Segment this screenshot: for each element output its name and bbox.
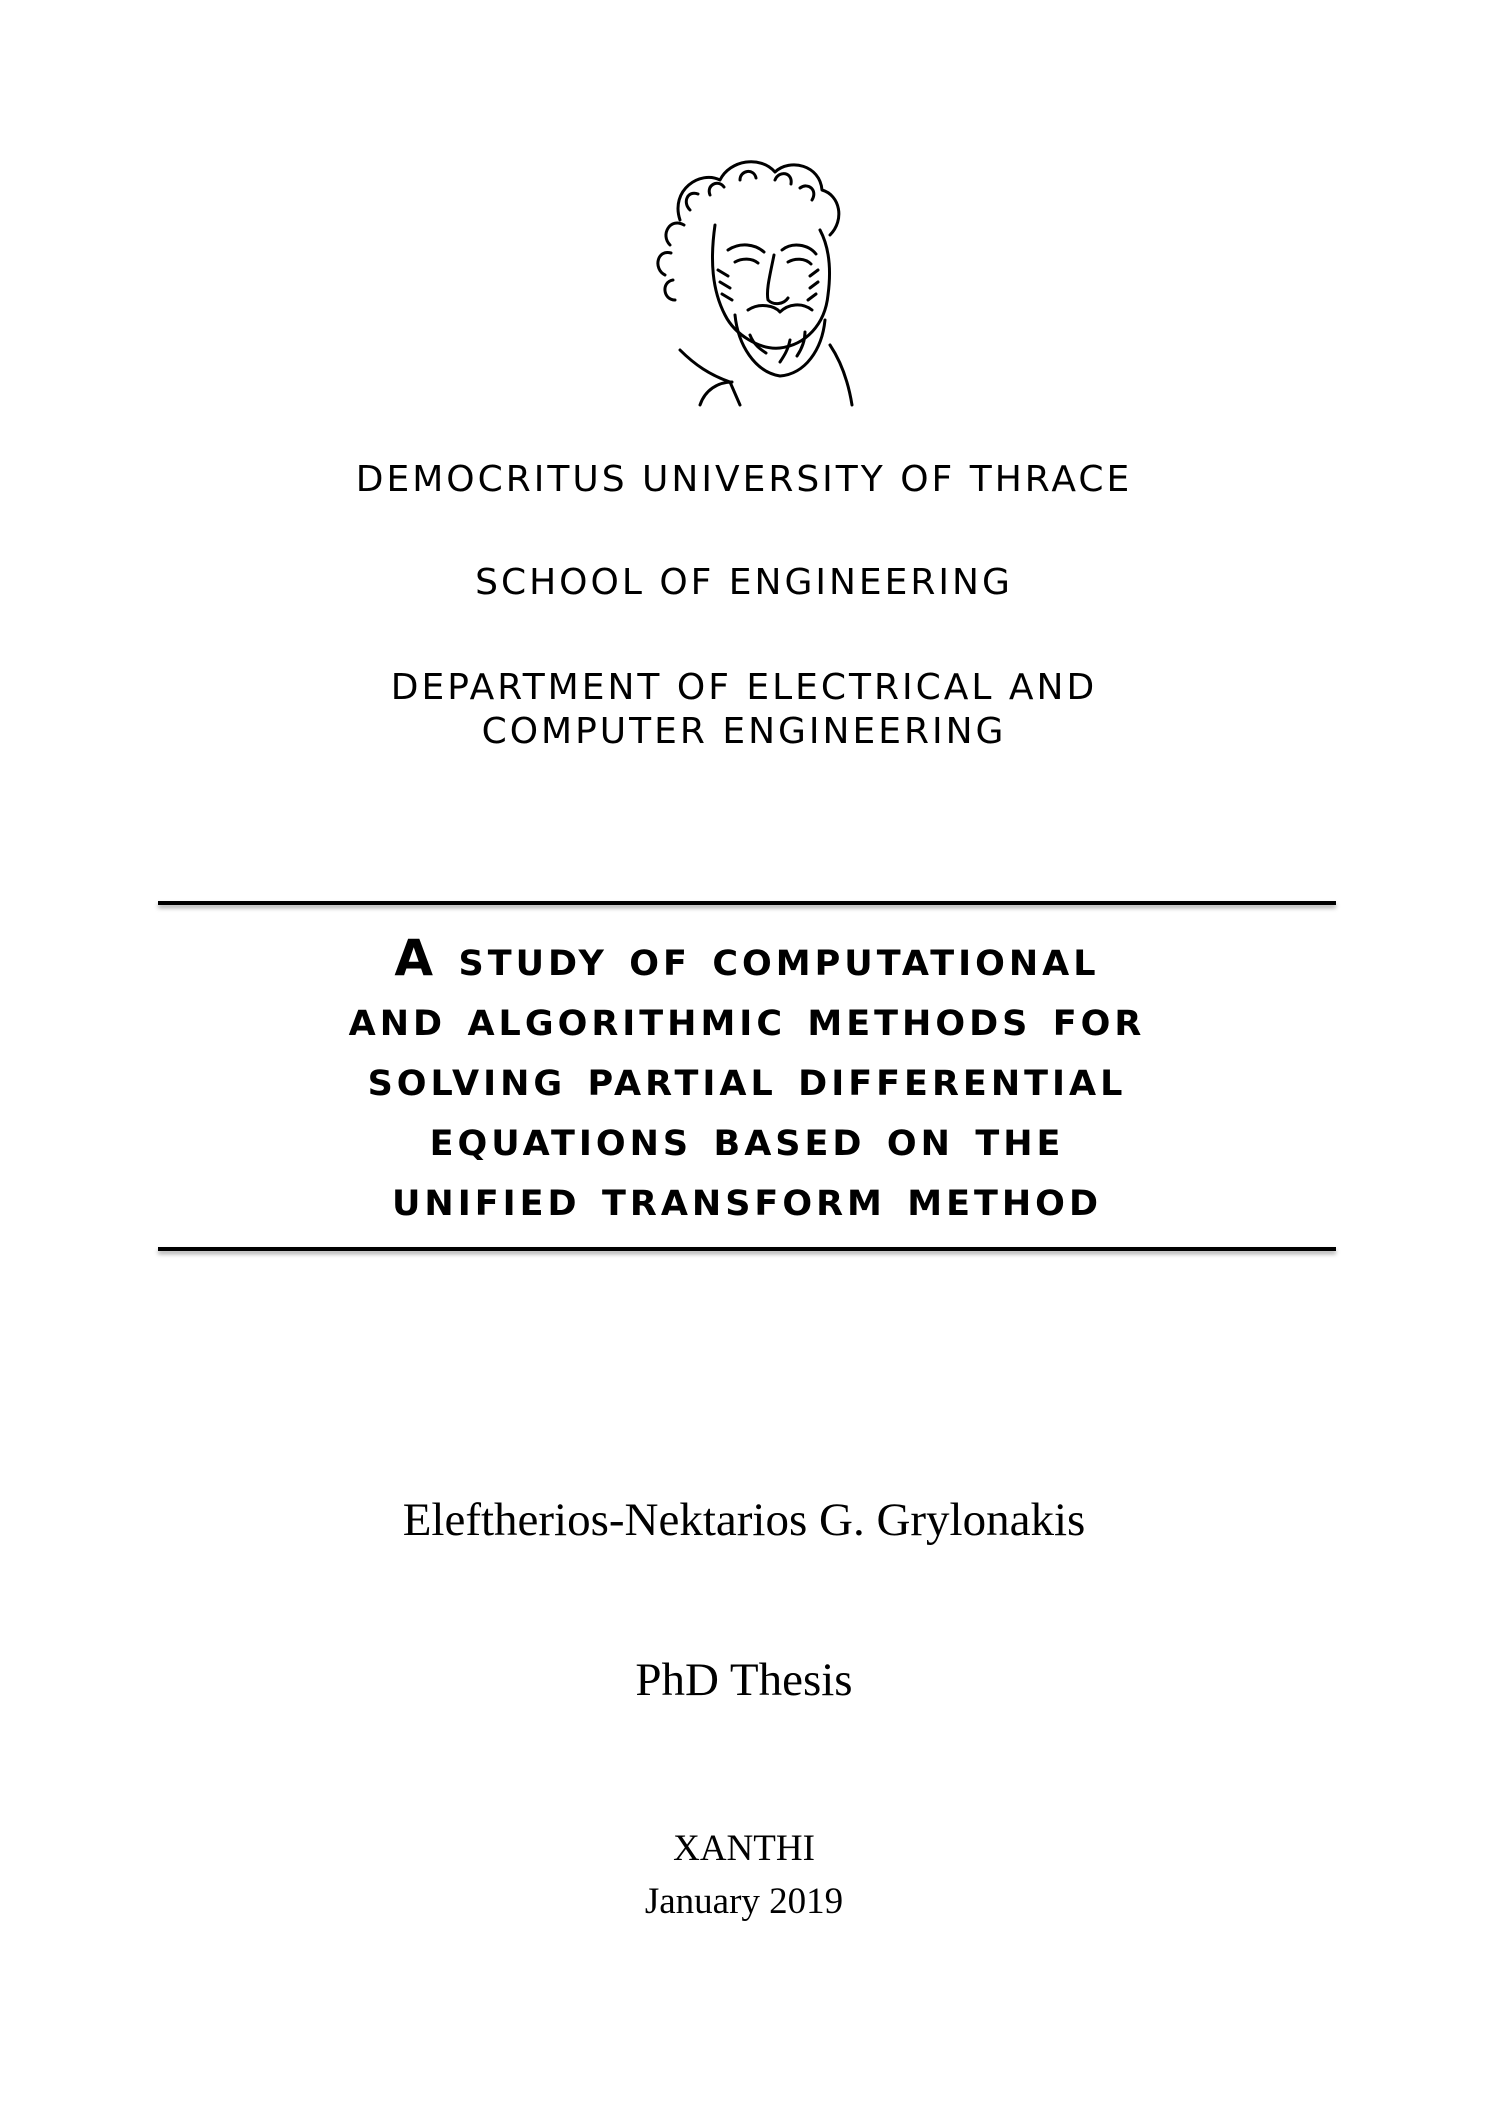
democritus-portrait-icon bbox=[640, 150, 860, 410]
title-rule-bottom bbox=[158, 1247, 1336, 1251]
thesis-title-line: solving partial differential bbox=[367, 1049, 1127, 1107]
author-name: Eleftherios-Nektarios G. Grylonakis bbox=[402, 1494, 1086, 1546]
thesis-title bbox=[158, 928, 1336, 1228]
thesis-title-line: A study of computational bbox=[394, 929, 1100, 987]
thesis-title-line: unified transform method bbox=[391, 1169, 1102, 1227]
department-name-line1: DEPARTMENT OF ELECTRICAL AND bbox=[390, 667, 1098, 708]
place: XANTHI bbox=[673, 1828, 815, 1869]
thesis-title-line: equations based on the bbox=[429, 1109, 1065, 1167]
department-name-line2: COMPUTER ENGINEERING bbox=[481, 711, 1007, 752]
school-name: SCHOOL OF ENGINEERING bbox=[475, 562, 1013, 603]
department-name bbox=[0, 666, 1488, 754]
university-name: DEMOCRITUS UNIVERSITY OF THRACE bbox=[355, 459, 1133, 500]
date: January 2019 bbox=[644, 1881, 844, 1922]
degree-type: PhD Thesis bbox=[635, 1654, 853, 1706]
thesis-title-line: and algorithmic methods for bbox=[348, 989, 1146, 1047]
title-rule-top bbox=[158, 901, 1336, 905]
